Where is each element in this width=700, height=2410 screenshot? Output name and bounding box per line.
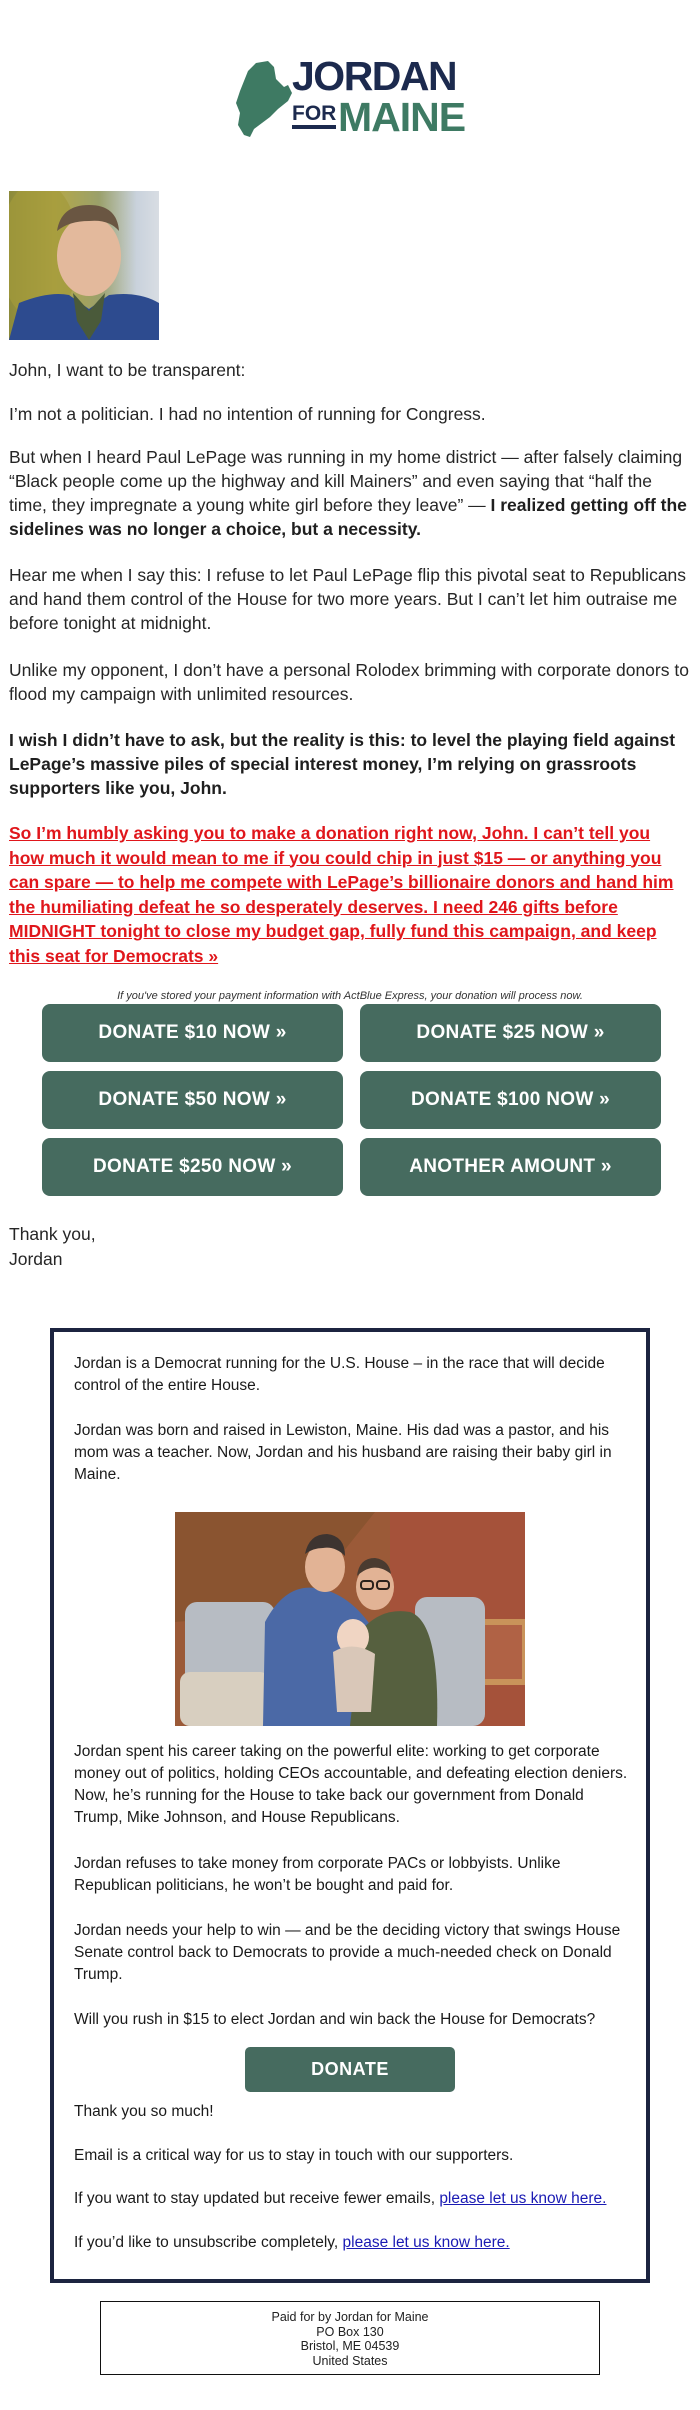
bio-paragraph-rush: Will you rush in $15 to elect Jordan and win back the House for Democrats? [74,2011,596,2028]
paragraph-not-politician: I’m not a politician. I had no intention of running for Congress. [9,404,486,424]
donate-250-button[interactable]: DONATE $250 NOW » [42,1138,343,1196]
paragraph-grassroots: I wish I didn’t have to ask, but the reality is this: to level the playing field against LePage’s massive piles of special interest money, I’m relying on grassroots supporters like you, John. [9,730,676,798]
paid-for-footer [100,2301,600,2375]
actblue-express-note: If you've stored your payment information with ActBlue Express, your donation will process now. [117,990,583,1002]
footer-paid-for: Paid for by Jordan for Maine [271,2310,429,2324]
logo-jordan: JORDAN [292,53,457,99]
greeting: John, I want to be transparent: [9,360,246,380]
paragraph-refuse: Hear me when I say this: I refuse to let Paul LePage flip this pivotal seat to Republicans and hand them control of the House for two more years. But I can’t let him outraise me before tonight at midnight. [9,565,687,633]
donate-button-grid [42,1004,662,1196]
donate-another-amount-button[interactable]: ANOTHER AMOUNT » [360,1138,661,1196]
bio-thanks: Thank you so much! [74,2103,214,2120]
logo-wordmark [292,53,466,141]
paragraph-lepage-quotes [9,445,694,541]
signoff [9,1222,96,1272]
unsubscribe-link[interactable]: please let us know here. [342,2234,510,2251]
bio-paragraph-help-win: Jordan needs your help to win — and be the deciding victory that swings House Senate control back to Democrats to provide a much-needed check on Donald Trump. [74,1922,621,1983]
logo-maine: MAINE [338,94,466,140]
bio-paragraph-no-pacs: Jordan refuses to take money from corporate PACs or lobbyists. Unlike Republican politicians, he won’t be bought and paid for. [74,1855,561,1894]
donate-50-button[interactable]: DONATE $50 NOW » [42,1071,343,1129]
logo-for: FOR [292,103,336,129]
footer-po-box: PO Box 130 [316,2324,384,2339]
fewer-emails-link[interactable]: please let us know here. [439,2190,607,2207]
family-photo-image [175,1512,525,1726]
bio-paragraph-career: Jordan spent his career taking on the powerful elite: working to get corporate money out of politics, holding CEOs accountable, and defeating election deniers. Now, he’s running for the House to take back our government from Donald Trump, Mike Johnson, and House Republicans. [74,1743,628,1826]
unsubscribe-text: If you’d like to unsubscribe completely, [74,2234,343,2251]
signoff-name: Jordan [9,1249,63,1269]
footer-city: Bristol, ME 04539 [300,2339,400,2353]
donate-10-button[interactable]: DONATE $10 NOW » [42,1004,343,1062]
unsubscribe-line [74,2232,629,2254]
fewer-emails-text: If you want to stay updated but receive fewer emails, [74,2190,440,2207]
bio-donate-button[interactable]: DONATE [245,2047,455,2092]
footer-country: United States [312,2353,388,2368]
bio-paragraph-democrat: Jordan is a Democrat running for the U.S. House – in the race that will decide control of the entire House. [74,1355,605,1394]
fewer-emails-line [74,2188,629,2210]
paragraph-lepage-quotes-text: But when I heard Paul LePage was running in my home district — after falsely claiming “Black people come up the highway and kill Mainers” and even saying that “half the time, they impregnate a young white girl before they leave” — [9,447,683,515]
bio-email-note: Email is a critical way for us to stay in touch with our supporters. [74,2147,514,2164]
family-photo [175,1512,525,1726]
jordan-headshot [9,191,159,340]
headshot-image [9,191,159,340]
paragraph-rolodex: Unlike my opponent, I don’t have a personal Rolodex brimming with corporate donors to flood my campaign with unlimited resources. [9,660,689,704]
donation-ask-link[interactable]: So I’m humbly asking you to make a donation right now, John. I can’t tell you how much it would mean to me if you could chip in just $15 — or anything you can spare — to help me compete with LePage’s billionaire donors and hand him the humiliating defeat he so desperately deserves. I need 246 gifts before MIDNIGHT tonight to close my budget gap, fully fund this campaign, and keep this seat for Democrats » [9,823,674,966]
donate-100-button[interactable]: DONATE $100 NOW » [360,1071,661,1129]
bio-box [50,1328,650,2283]
jordan-for-maine-logo [234,53,466,141]
signoff-thank-you: Thank you, [9,1224,96,1244]
donate-25-button[interactable]: DONATE $25 NOW » [360,1004,661,1062]
bio-paragraph-background: Jordan was born and raised in Lewiston, Maine. His dad was a pastor, and his mom was a teacher. Now, Jordan and his husband are raising their baby girl in Maine. [74,1422,612,1483]
paragraph-lepage-quotes-bold: I realized getting off the sidelines was no longer a choice, but a necessity. [9,495,687,539]
